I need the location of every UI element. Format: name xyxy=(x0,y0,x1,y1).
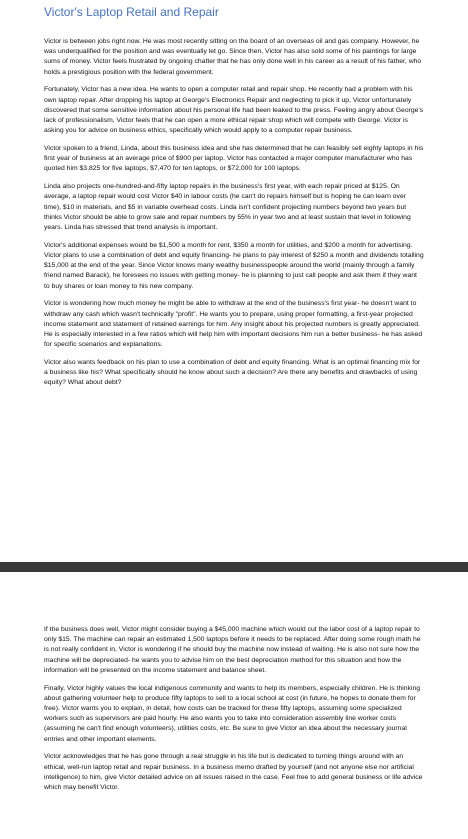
paragraph-withdrawal: Victor is wondering how much money he might be able to withdraw at the end of the business's first year- he doesn't want to withdraw any cash which wasn't technically "profit". He wants you to prepare, using proper formatting, a first-year projected income statement and statement of retained earnings for him. Any insight about his projected numbers is greatly appreciated. He is especially interested in a few ratios which will help him with important decisions him run a better business- he has asked for specific scenarios and explanations. xyxy=(44,300,423,349)
paragraph-memo: Victor acknowledges that he has gone through a real struggle in his life but is dedicated to turning things around with an ethical, well-run laptop retail and repair business. In a business memo drafted by yourself (and not anyone else nor artificial intelligence) to him, give Victor detailed advice on all issues raised in the case. Feel free to add general business or life advice which may benefit Victor. xyxy=(44,753,423,792)
paragraph-community: Finally, Victor highly values the local indigenous community and wants to help its members, especially children. He is thinking about gathering volunteer help to produce fifty laptops to sell to a local school at cost (in future, he hopes to donate them for free). Victor wants you to explain, in detail, how costs can be tracked for these fifty laptops, assuming some specialized workers such as supervisors are paid hourly. He also wants you to take into consideration assembly line worker costs (assuming he can't find enough volunteers), utilities costs, etc. Be sure to give Victor an idea about the necessary journal entries and other important elements. xyxy=(44,684,421,743)
paragraph-machine: If the business does well, Victor might consider buying a $45,000 machine which would cut the labor cost of a laptop repair to only $15. The machine can repair an estimated 1,500 laptops before it needs to be replaced. After doing some rough math he is not really confident in, Victor is wondering if he should buy the machine now instead of waiting. He is also not sure how the machine will be depreciated- he wants you to advise him on the best depreciation method for this situation and how the information will be presented on the income statement and balance sheet. xyxy=(44,626,421,674)
paragraph-new-idea: Fortunately, Victor has a new idea. He wants to open a computer retail and repair shop. He recently had a problem with his own laptop repair. After dropping his laptop at George's Electronics Repair and neglecting to pick it up, Victor unfortunately discovered that some sensitive information about his personal life had been leaked to the press. Feeling angry about George's lack of professionalism, Victor feels that he can open a more ethical repair shop which will compete with George. Victor is asking you for advice on business ethics, specifically which would apply to a computer repair business. xyxy=(44,86,424,135)
paragraph-repairs: Linda also projects one-hundred-and-fifty laptop repairs in the business's first year, with each repair priced at $125. On average, a laptop repair would cost Victor $40 in labour costs (he can't do repairs himself but is hoping he can learn over time), $10 in materials, and $5 in variable overhead costs. Linda isn't confident projecting numbers beyond two years but thinks Victor should be able to grow sale and repair numbers by 55% in year two and at least sustain that level in following years. Linda has stressed that trend analysis is important. xyxy=(44,183,411,232)
document-page-2 xyxy=(0,572,468,839)
paragraph-financing: Victor also wants feedback on his plan to use a combination of debt and equity financing. What is an optimal financing mix for a business like his? What specifically should he know about such a decision? Are there any benefits and drawbacks of using equity? What about debt? xyxy=(44,359,421,387)
document-title: Victor's Laptop Retail and Repair xyxy=(44,5,219,19)
paragraph-expenses: Victor's additional expenses would be $1,500 a month for rent, $350 a month for utilities, and $200 a month for advertising. Victor plans to use a combination of debt and equity financing- he plans to pay interest of $250 a month and dividends totalling $15,000 at the end of the year. Since Victor knows many wealthy businesspeople around the world (mainly through a family friend named Barack), he foresees no issues with getting money- he is planning to just call people and ask them if they want to buy shares or loan money to his new company. xyxy=(44,241,424,290)
paragraph-laptop-sales: Victor spoken to a friend, Linda, about this business idea and she has determined that he can feasibly sell eighty laptops in his first year of business at an average price of $900 per laptop. Victor has contacted a major computer manufacturer who has quoted him $3,825 for five laptops, $7,470 for ten laptops, or $72,000 for 100 laptops. xyxy=(44,145,424,173)
page-separator xyxy=(0,562,468,572)
paragraph-background: Victor is between jobs right now. He was most recently sitting on the board of an overseas oil and gas company. However, he was underqualified for the position and was eventually let go. Since then, Victor has also sold some of his paintings for large sums of money. Victor feels frustrated by ongoing chatter that he has only done well in his career as a result of his father, who holds a prestigious position with the federal government. xyxy=(44,38,422,76)
